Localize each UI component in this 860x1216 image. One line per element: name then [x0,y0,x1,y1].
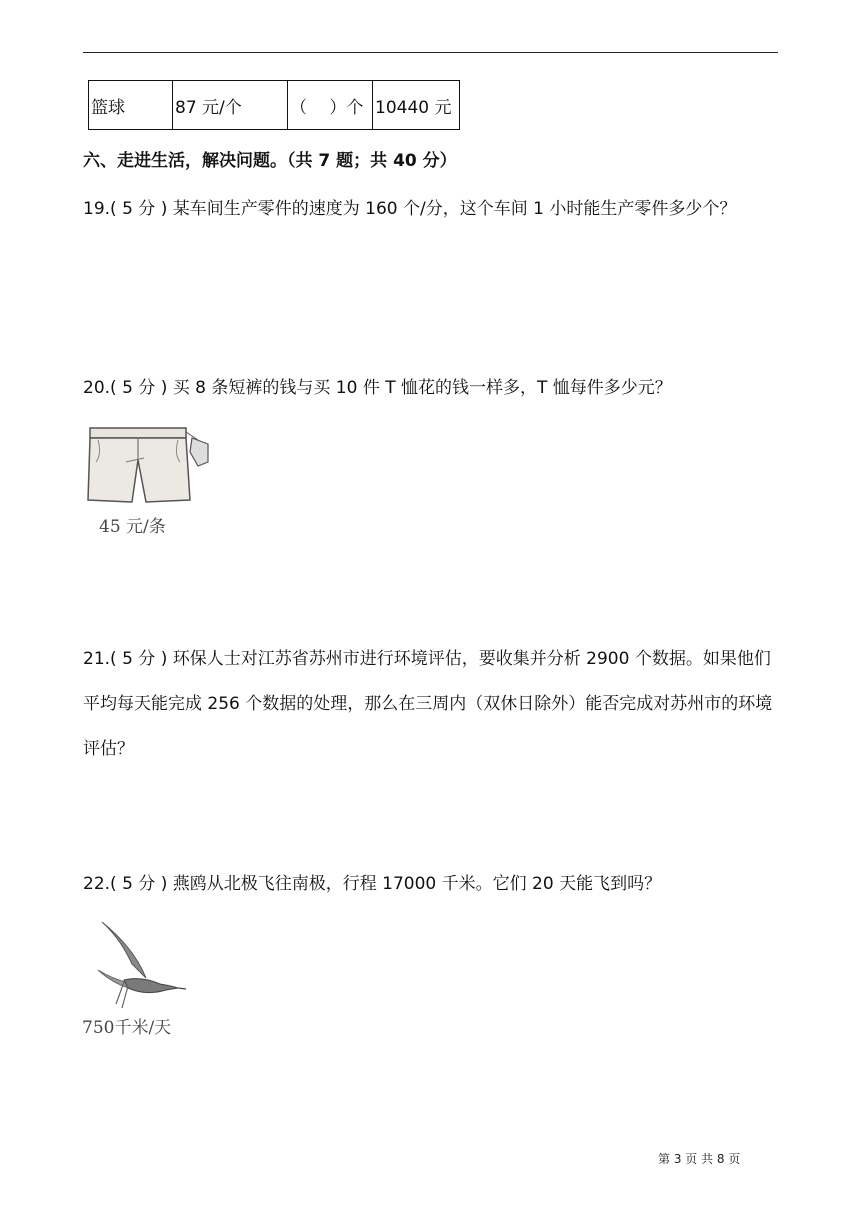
table-cell-quantity-blank: （ ）个 [288,81,373,130]
tern-bird-icon [94,918,190,1012]
shorts-icon [86,422,212,508]
question-number: 22. [83,874,111,894]
page-number: 第 3 页 共 8 页 [658,1152,741,1166]
shorts-price-caption: 45 元/条 [99,517,166,537]
header-rule [83,52,778,53]
question-number: 21. [83,649,111,669]
question-score: ( 5 分 ) [110,874,168,894]
question-score: ( 5 分 ) [110,378,168,398]
table-cell-item: 篮球 [89,81,173,130]
section-heading: 六、走进生活，解决问题。（共 7 题；共 40 分） [83,151,457,171]
price-table [88,80,460,130]
tern-speed-caption: 750千米/天 [82,1018,172,1038]
table-cell-unit-price: 87 元/个 [173,81,288,130]
question-19 [83,187,783,232]
question-score: ( 5 分 ) [110,199,168,219]
question-text: 某车间生产零件的速度为 160 个/分，这个车间 1 小时能生产零件多少个？ [172,199,737,219]
question-number: 20. [83,378,111,398]
question-score: ( 5 分 ) [110,649,168,669]
question-text: 燕鸥从北极飞往南极，行程 17000 千米。它们 20 天能飞到吗？ [172,874,662,894]
question-text: 买 8 条短裤的钱与买 10 件 T 恤花的钱一样多，T 恤每件多少元？ [172,378,672,398]
question-21 [83,637,783,772]
table-cell-total: 10440 元 [373,81,460,130]
question-22 [83,862,783,907]
question-number: 19. [83,199,111,219]
question-text: 环保人士对江苏省苏州市进行环境评估，要收集并分析 2900 个数据。如果他们平均每天能完成 256 个数据的处理，那么在三周内（双休日除外）能否完成对苏州市的环境评估？ [83,649,773,759]
question-20 [83,366,783,411]
table-row [89,81,460,130]
